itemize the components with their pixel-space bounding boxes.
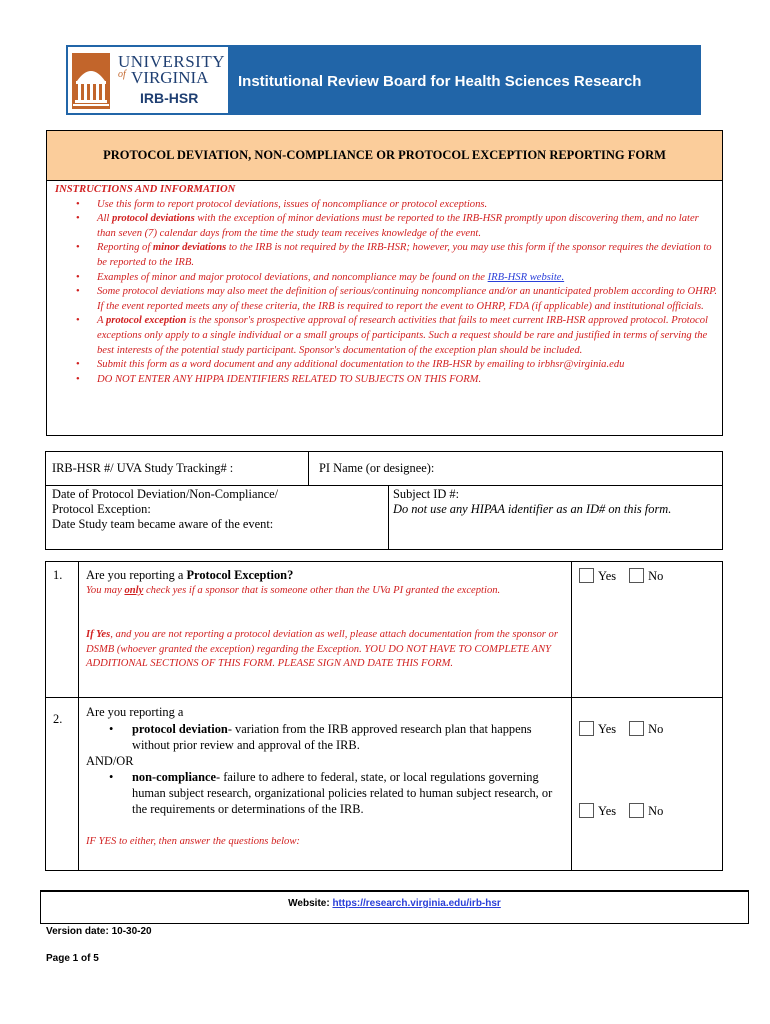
- irb-number-field[interactable]: IRB-HSR #/ UVA Study Tracking# :: [52, 461, 234, 475]
- uva-logo: [68, 47, 228, 113]
- questions-table: [45, 561, 723, 871]
- bullet-icon: •: [76, 315, 80, 327]
- question-2-number: 2.: [53, 712, 63, 726]
- instruction-item: • A protocol exception is the sponsor's prospective approval of research activities that fails to meet current IRB-HSR approved protocol. Protocol exceptions only apply to a single individual or a small groups of participants. Such a request should be rare and justified in terms of serving the best interests of the potential study participant. Sponsor's documentation of the exception plan should be included.: [76, 315, 708, 356]
- bullet-icon: •: [109, 722, 114, 736]
- instructions-body: [55, 183, 720, 387]
- website-link[interactable]: https://research.virginia.edu/irb-hsr: [332, 898, 501, 909]
- question-1-number: 1.: [53, 568, 63, 582]
- instruction-item: • DO NOT ENTER ANY HIPPA IDENTIFIERS RELATED TO SUBJECTS ON THIS FORM.: [55, 373, 720, 388]
- q1-yes-checkbox[interactable]: [579, 568, 594, 583]
- question-2-andor: AND/OR: [86, 754, 134, 768]
- bullet-icon: •: [109, 770, 114, 784]
- irb-website-link[interactable]: IRB-HSR website.: [487, 271, 565, 283]
- version-date: Version date: 10-30-20: [46, 926, 152, 937]
- form-title-bar: [47, 131, 722, 181]
- question-2-note: IF YES to either, then answer the questions below:: [86, 836, 300, 847]
- banner-title: Institutional Review Board for Health Sciences Research: [238, 73, 642, 90]
- q2-noncompliance-yes-checkbox[interactable]: [579, 803, 594, 818]
- instruction-item: • Use this form to report protocol deviations, issues of noncompliance or protocol exceptions.: [55, 198, 720, 213]
- bullet-icon: •: [76, 242, 80, 254]
- bullet-icon: •: [76, 198, 80, 210]
- logo-university-text: UNIVERSITY: [118, 52, 225, 71]
- instruction-item: • All protocol deviations with the exception of minor deviations must be reported to the IRB-HSR promptly upon discovering them, and no later than seven (7) calendar days from the time the study team receives knowledge of the event.: [76, 213, 699, 239]
- header-banner: [66, 45, 701, 115]
- instruction-item: • Reporting of minor deviations to the IRB is not required by the IRB-HSR; however, you may use this form if the sponsor requires the deviation to be reported to the IRB.: [76, 242, 712, 268]
- rotunda-icon: [72, 53, 110, 109]
- instructions-heading: INSTRUCTIONS AND INFORMATION: [55, 184, 236, 195]
- deviation-date-field[interactable]: Date of Protocol Deviation/Non-Compliance/ Protocol Exception: Date Study team became aware of the event:: [52, 487, 279, 531]
- study-info-table: [45, 451, 723, 550]
- logo-virginia-text: VIRGINIA: [131, 68, 209, 87]
- instruction-item: • Submit this form as a word document and any additional documentation to the IRB-HSR by emailing to irbhsr@virginia.edu: [55, 358, 720, 373]
- footer-box: [40, 890, 749, 924]
- question-2-intro: Are you reporting a: [86, 705, 184, 719]
- question-2-item-deviation: protocol deviation- variation from the IRB approved research plan that happens without prior review and approval of the IRB.: [132, 722, 532, 752]
- logo-irb-text: IRB-HSR: [140, 90, 199, 106]
- bullet-icon: •: [76, 373, 80, 385]
- logo-of-text: of: [118, 69, 126, 80]
- instruction-item: • Examples of minor and major protocol deviations, and noncompliance may be found on the IRB-HSR website.: [55, 271, 720, 286]
- q2-deviation-no-checkbox[interactable]: [629, 721, 644, 736]
- question-2-deviation-yes-no: Yes No: [579, 721, 663, 737]
- question-2-item-noncompliance: non-compliance- failure to adhere to federal, state, or local regulations governing human subject research, organizational policies related to human subject research, or the requirements or determinations of the IRB.: [132, 770, 553, 816]
- bullet-icon: •: [76, 359, 80, 371]
- instruction-item: • Some protocol deviations may also meet the definition of serious/continuing noncompliance and/or an unanticipated problem according to OHRP. If the event reported meets any of these criteria, the IRB is required to report the event to OHRP, FDA (if applicable) and institutional officials.: [76, 286, 718, 312]
- question-1-yes-no: Yes No: [579, 568, 663, 584]
- bullet-icon: •: [76, 271, 80, 283]
- bullet-icon: •: [76, 286, 80, 298]
- q2-deviation-yes-checkbox[interactable]: [579, 721, 594, 736]
- form-title: PROTOCOL DEVIATION, NON-COMPLIANCE OR PROTOCOL EXCEPTION REPORTING FORM: [103, 148, 666, 162]
- instructions-section: [46, 130, 723, 436]
- question-1-instruction: If Yes, and you are not reporting a protocol deviation as well, please attach documentation from the sponsor or DSMB (whoever granted the exception) regarding the Exception. YOU DO NOT HAVE TO COMPLETE ANY ADDITIONAL SECTIONS OF THIS FORM. PLEASE SIGN AND DATE THIS FORM.: [86, 629, 558, 670]
- q2-noncompliance-no-checkbox[interactable]: [629, 803, 644, 818]
- page-number: Page 1 of 5: [46, 953, 99, 964]
- question-2-noncompliance-yes-no: Yes No: [579, 803, 663, 819]
- subject-id-field[interactable]: Subject ID #: Do not use any HIPAA identifier as an ID# on this form.: [393, 487, 672, 516]
- pi-name-field[interactable]: PI Name (or designee):: [319, 461, 435, 475]
- q1-no-checkbox[interactable]: [629, 568, 644, 583]
- question-1-note: You may only check yes if a sponsor that is someone other than the UVa PI granted the exception.: [86, 585, 501, 596]
- question-1-text: Are you reporting a Protocol Exception?: [86, 568, 294, 582]
- bullet-icon: •: [76, 213, 80, 225]
- instructions-list: [55, 198, 720, 388]
- footer-website: Website: https://research.virginia.edu/irb-hsr: [288, 898, 501, 909]
